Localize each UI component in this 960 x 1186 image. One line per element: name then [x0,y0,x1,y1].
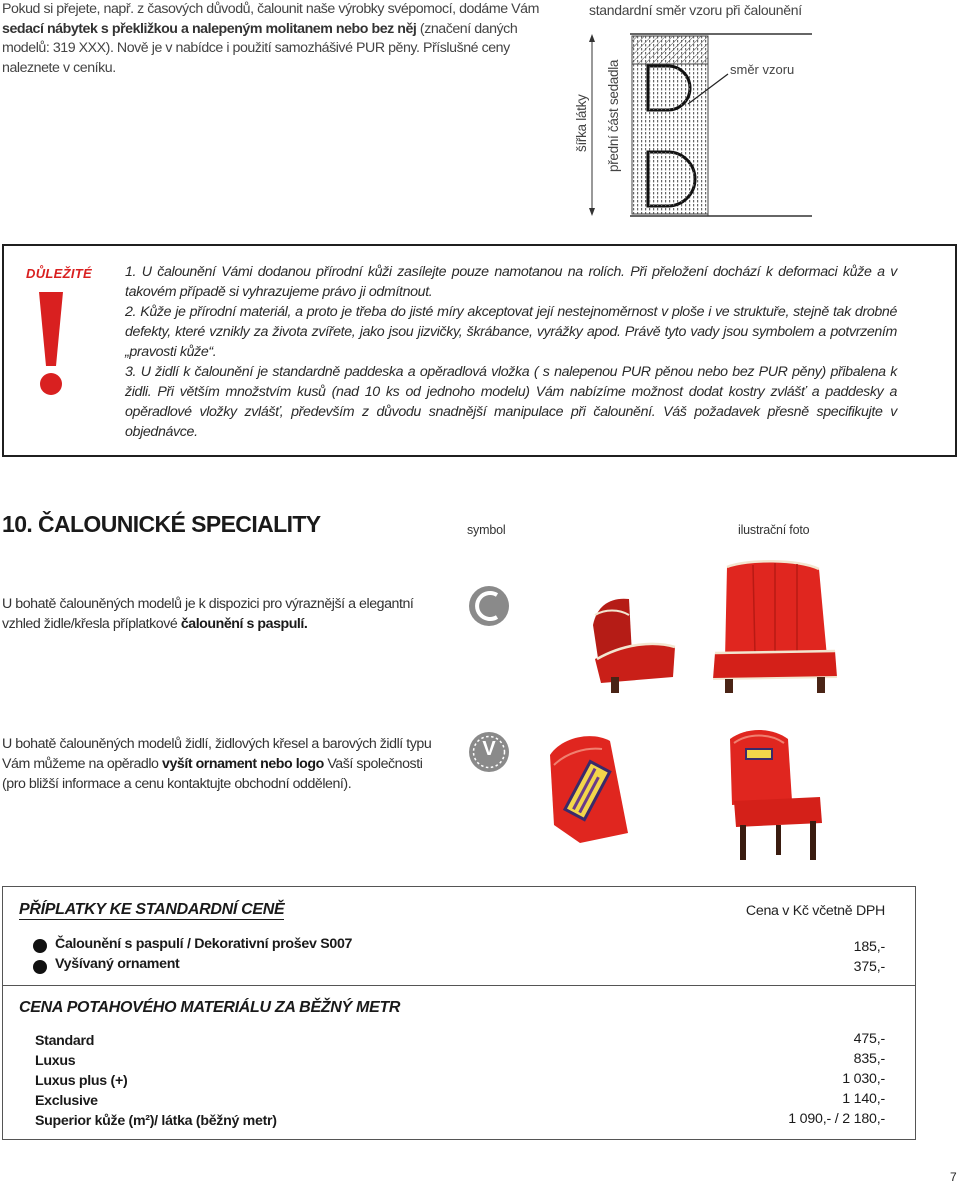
important-tag: DŮLEŽITÉ [26,266,92,281]
ornament-bullet-icon [33,960,47,974]
ornament-symbol-letter: V [482,738,496,760]
feature-ornament-text-2: Vaší společnosti (pro bližší informace a cenu kontaktujte obchodní oddělení). [2,756,423,792]
material-item-label: Superior kůže (m²)/ látka (běžný metr) [35,1113,277,1129]
feature-ornament-text [2,734,447,794]
material-item-price: 1 090,- / 2 180,- [788,1111,885,1127]
surcharge-item-label: Vyšívaný ornament [55,956,180,972]
notice-item-3: 3. U židlí k čalounění je standardně paddeska a opěradlová vložka ( s nalepenou PUR pěnou nebo bez PUR pěny) přibalena k židli. Při větším množstvím kusů (nad 10 ks od jednoho modelu) Vám nabízíme možnost dodat kostry zvlášť a paddesky a opěradlové vložky zvlášť, především z důvodu snadnější manipulace při čalounění. Váš požadavek přesně specifikujte v objednávce. [125,364,897,440]
seat-front-label: přední část sedadla [606,59,621,172]
material-item-price: 835,- [853,1051,885,1067]
intro-text-1: Pokud si přejete, např. z časových důvodů, čalounit naše výrobky svépomocí, dodáme Vám [2,1,539,17]
material-item-price: 1 140,- [842,1091,885,1107]
fabric-width-label: šířka látky [574,94,589,152]
material-price-heading: CENA POTAHOVÉHO MATERIÁLU ZA BĚŽNÝ METR [19,999,401,1016]
intro-text-bold: sedací nábytek s překližkou a nalepeným molitanem nebo bez něj [2,20,417,37]
feature-piping-text [2,594,447,634]
page-number: 7 [950,1170,957,1184]
feature-ornament-bold: vyšít ornament nebo logo [162,756,324,772]
material-item-label: Exclusive [35,1093,98,1109]
intro-paragraph [2,0,558,78]
feature-ornament-text-1: U bohatě čalouněných modelů židlí, židlových křesel a barových židlí typu Vám můžeme na opěradlo [2,736,432,772]
ornament-symbol-icon [468,731,510,773]
piping-chair-photo [585,555,845,693]
material-item-label: Luxus plus (+) [35,1073,128,1089]
material-item-label: Standard [35,1033,95,1049]
price-column-header: Cena v Kč včetně DPH [745,903,885,919]
pattern-direction-diagram [560,0,820,230]
feature-piping-bold: čalounění s paspulí. [180,616,308,632]
surcharges-heading [19,901,284,919]
surcharge-item-price: 375,- [853,959,885,975]
important-notice-text [125,262,897,442]
section-title: 10. ČALOUNICKÉ SPECIALITY [2,511,321,537]
prices-box [2,886,916,1140]
surcharge-item-label: Čalounění s paspulí / Dekorativní prošev S007 [55,936,353,952]
piping-bullet-icon [33,939,47,953]
symbol-column-header: symbol [467,523,506,537]
prices-divider [3,985,915,986]
notice-item-2: 2. Kůže je přírodní materiál, a proto je třeba do jisté míry akceptovat její nestejnoměrnost v ploše i ve struktuře, stejně tak drobné defekty, které vznikly za života zvířete, jako jsou jizvičky, škrábance, vyrážky apod. Právě tyto vady jsou symbolem a potvrzením „pravosti kůže“. [125,304,897,360]
feature-piping-text-1: U bohatě čalouněných modelů je k dispozici pro výraznější a elegantní vzhled židle/křesla příplatkové [2,596,414,632]
exclamation-icon [37,288,65,400]
photo-column-header: ilustrační foto [738,523,810,537]
ornament-chair-photo [540,725,830,860]
material-item-price: 1 030,- [842,1071,885,1087]
surcharges-heading-text: PŘÍPLATKY KE STANDARDNÍ CENĚ [19,901,285,918]
important-notice-box [2,244,957,457]
diagram-drawing [560,0,820,230]
material-item-label: Luxus [35,1053,76,1069]
intro-text-2: (značení daných modelů: 319 XXX). Nově je v nabídce i použití samozhášivé PUR pěny. Příslušné ceny naleznete v ceníku. [2,20,518,76]
material-item-price: 475,- [853,1031,885,1047]
pattern-direction-label: směr vzoru [730,62,795,77]
surcharge-item-price: 185,- [853,939,885,955]
notice-item-1: 1. U čalounění Vámi dodanou přírodní kůži zasílejte pouze namotanou na rolích. Při přeložení dochází k deformaci kůže a v takovém případě si vyhrazujeme právo ji odmítnout. [125,264,897,300]
diagram-title: standardní směr vzoru při čalounění [589,2,802,18]
piping-symbol-icon [468,585,510,627]
